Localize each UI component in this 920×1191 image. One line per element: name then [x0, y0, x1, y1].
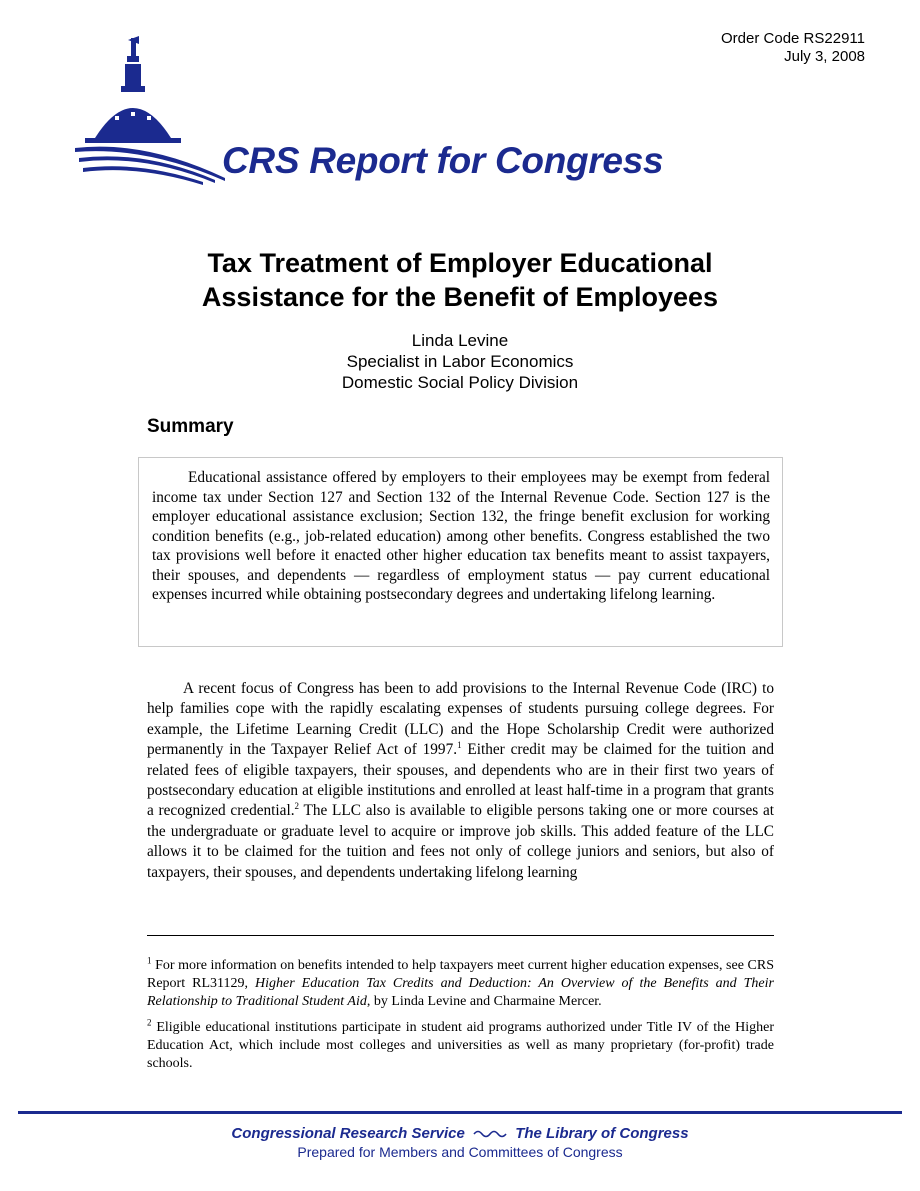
body-text-segment: The LLC also is available to eligible persons taking one or more courses at the undergraduate or graduate level to acquire or improve job skills. This added feature of the LLC allows it to be claimed for the tuition and fees not only of college juniors and seniors, but also of taxpayers, their spouses, and dependents undertaking lifelong learning	[147, 802, 774, 881]
capitol-dome-logo-icon	[75, 28, 225, 188]
footnotes	[147, 957, 774, 1081]
summary-text: Educational assistance offered by employers to their employees may be exempt from federal income tax under Section 127 and Section 132 of the Internal Revenue Code. Section 127 is the employer educational assistance exclusion; Section 132, the fringe benefit exclusion for working condition benefits (e.g., job-related education) among other benefits. Congress established the two tax provisions well before it enacted other higher education tax benefits meant to assist taxpayers, their spouses, and dependents — regardless of employment status — pay current educational expenses incurred while obtaining postsecondary degrees and undertaking lifelong learning.	[152, 469, 770, 603]
body-text	[147, 679, 774, 883]
order-code: Order Code RS22911	[721, 30, 865, 47]
footnote-divider	[147, 935, 774, 936]
footnote-text: , by Linda Levine and Charmaine Mercer.	[366, 994, 602, 1009]
order-info	[721, 30, 865, 66]
footer-divider	[18, 1111, 902, 1114]
footnote-2	[147, 1019, 774, 1073]
footnote-ref-1[interactable]: 1	[457, 740, 462, 751]
masthead-title: CRS Report for Congress	[222, 140, 664, 181]
footnote-number: 1	[147, 955, 152, 966]
body-text-segment: Either credit may be claimed for the tuition and related fees of eligible taxpayers, their spouses, and dependents who are in their first two years of postsecondary education at eligible institutions and enrolled at least half-time in a program that grants a recognized credential.	[147, 741, 774, 820]
footnote-number: 2	[147, 1017, 152, 1028]
footer-prepared: Prepared for Members and Committees of Congress	[297, 1144, 623, 1160]
title-line-1: Tax Treatment of Employer Educational	[207, 248, 713, 278]
author-block	[0, 330, 920, 393]
footer-loc: The Library of Congress	[515, 1125, 689, 1142]
ornament-separator-icon	[473, 1129, 507, 1139]
body-paragraph	[147, 679, 774, 883]
title-line-2: Assistance for the Benefit of Employees	[201, 282, 719, 312]
footnote-text: For more information on benefits intended to help taxpayers meet current higher education expenses, see CRS Report RL31129,	[147, 958, 774, 991]
footnote-cited-title: Higher Education Tax Credits and Deduction: An Overview of the Benefits and Their Relationship to Traditional Student Aid	[147, 976, 774, 1009]
footer-org-line	[0, 1125, 920, 1142]
footnote-text: Eligible educational institutions participate in student aid programs authorized under Title IV of the Higher Education Act, which include most colleges and universities as well as many proprietary (for-profit) trade schools.	[147, 1020, 774, 1071]
footnote-1	[147, 957, 774, 1011]
footer-crs: Congressional Research Service	[231, 1125, 465, 1142]
body-text-segment: A recent focus of Congress has been to add provisions to the Internal Revenue Code (IRC) to help families cope with the rapidly escalating expenses of students pursuing college degrees. For example, the Lifetime Learning Credit (LLC) and the Hope Scholarship Credit were authorized permanently in the Taxpayer Relief Act of 1997.	[147, 680, 774, 759]
summary-heading: Summary	[147, 416, 234, 437]
footnote-ref-2[interactable]: 2	[294, 801, 300, 812]
report-date: July 3, 2008	[784, 48, 865, 65]
author-position: Specialist in Labor Economics	[346, 352, 574, 371]
report-title	[0, 246, 920, 314]
author-division: Domestic Social Policy Division	[341, 373, 579, 392]
summary-box	[138, 457, 783, 647]
author-name: Linda Levine	[411, 331, 509, 350]
